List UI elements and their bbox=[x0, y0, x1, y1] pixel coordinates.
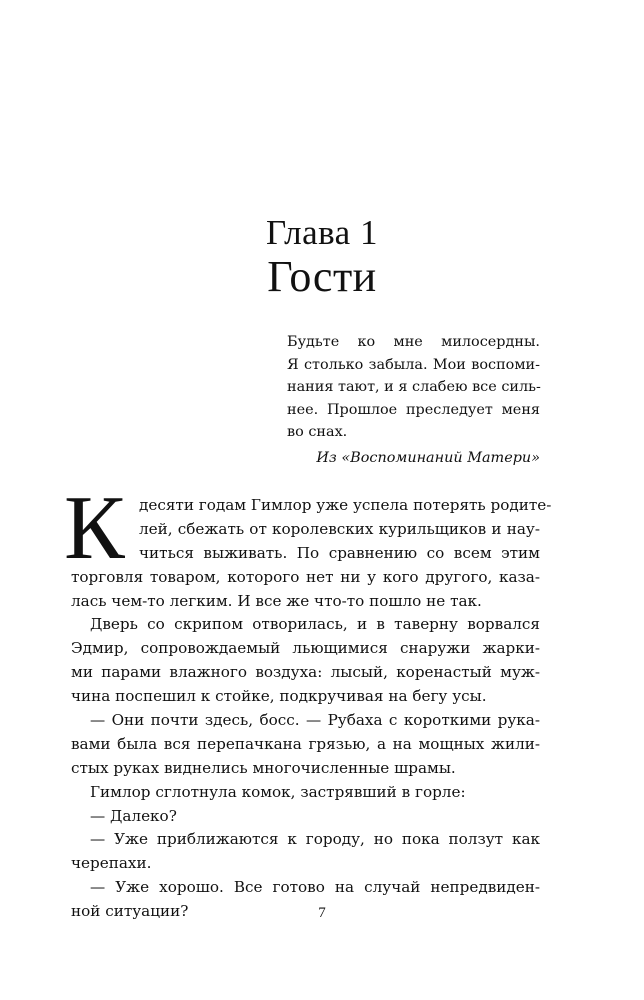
epigraph-line: нее. Прошлое преследует меня bbox=[287, 401, 540, 418]
text-line: ной ситуации? bbox=[71, 902, 189, 921]
epigraph-line: Я столько забыла. Мои воспоми- bbox=[287, 356, 540, 373]
drop-cap: К bbox=[64, 477, 125, 578]
text-line: лей, сбежать от королевских курильщиков и нау- bbox=[139, 519, 540, 538]
text-line: Гимлор сглотнула комок, застрявший в горле: bbox=[90, 782, 466, 801]
text-line: десяти годам Гимлор уже успела потерять родите- bbox=[139, 496, 552, 514]
epigraph bbox=[287, 331, 540, 469]
text-line: — Уже приближаются к городу, но пока ползут как bbox=[90, 830, 540, 849]
page-number: 7 bbox=[318, 905, 326, 921]
text-line: чина поспешил к стойке, подкручивая на бегу усы. bbox=[71, 687, 487, 706]
text-line: торговля товаром, которого нет ни у кого другого, каза- bbox=[71, 567, 540, 586]
text-line: ми парами влажного воздуха: лысый, коренастый муж- bbox=[71, 663, 540, 682]
text-line: лась чем-то легким. И все же что-то пошло не так. bbox=[71, 591, 482, 610]
text-line: стых руках виднелись многочисленные шрамы. bbox=[71, 758, 456, 777]
text-line: — Уже хорошо. Все готово на случай непредвиден- bbox=[90, 878, 540, 897]
text-line: — Они почти здесь, босс. — Рубаха с короткими рука- bbox=[90, 711, 540, 730]
epigraph-line: Будьте ко мне милосердны. bbox=[287, 334, 540, 350]
epigraph-line: нания тают, и я слабею все силь- bbox=[287, 379, 541, 395]
chapter-title: Гости bbox=[267, 252, 377, 301]
epigraph-source: Из «Воспоминаний Матери» bbox=[316, 449, 540, 466]
text-line: черепахи. bbox=[71, 854, 152, 873]
text-line: Эдмир, сопровождаемый льющимися снаружи жарки- bbox=[71, 639, 540, 658]
text-line: читься выживать. По сравнению со всем этим bbox=[139, 543, 540, 562]
text-line: Дверь со скрипом отворилась, и в таверну ворвался bbox=[90, 615, 540, 634]
epigraph-line: во снах. bbox=[287, 424, 348, 440]
text-line: — Далеко? bbox=[90, 806, 177, 825]
text-line: вами была вся перепачкана грязью, а на мощных жили- bbox=[71, 734, 540, 753]
chapter-label: Глава 1 bbox=[266, 213, 378, 252]
body-text bbox=[71, 494, 552, 924]
